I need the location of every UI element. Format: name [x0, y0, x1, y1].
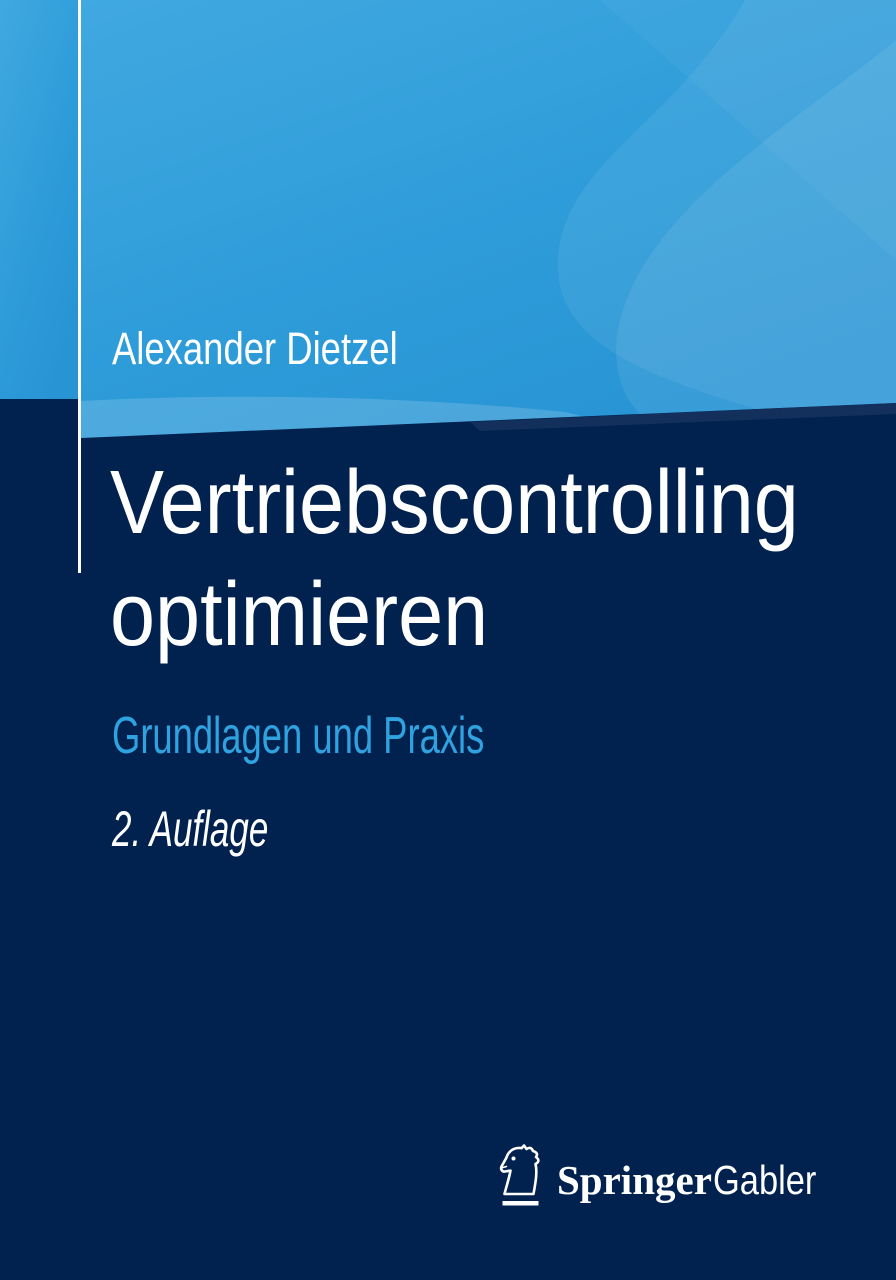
title-line-1: Vertriebscontrolling [110, 453, 799, 553]
publisher-name-gabler: Gabler [713, 1157, 817, 1203]
springer-horse-icon [497, 1142, 545, 1210]
subtitle: Grundlagen und Praxis [112, 707, 485, 765]
title-line-2: optimieren [110, 565, 489, 665]
publisher-name-springer: Springer [557, 1157, 712, 1203]
book-title [110, 447, 799, 671]
author-name: Alexander Dietzel [112, 323, 398, 374]
spine-accent-line [78, 0, 81, 573]
edition-label: 2. Auflage [112, 801, 269, 857]
